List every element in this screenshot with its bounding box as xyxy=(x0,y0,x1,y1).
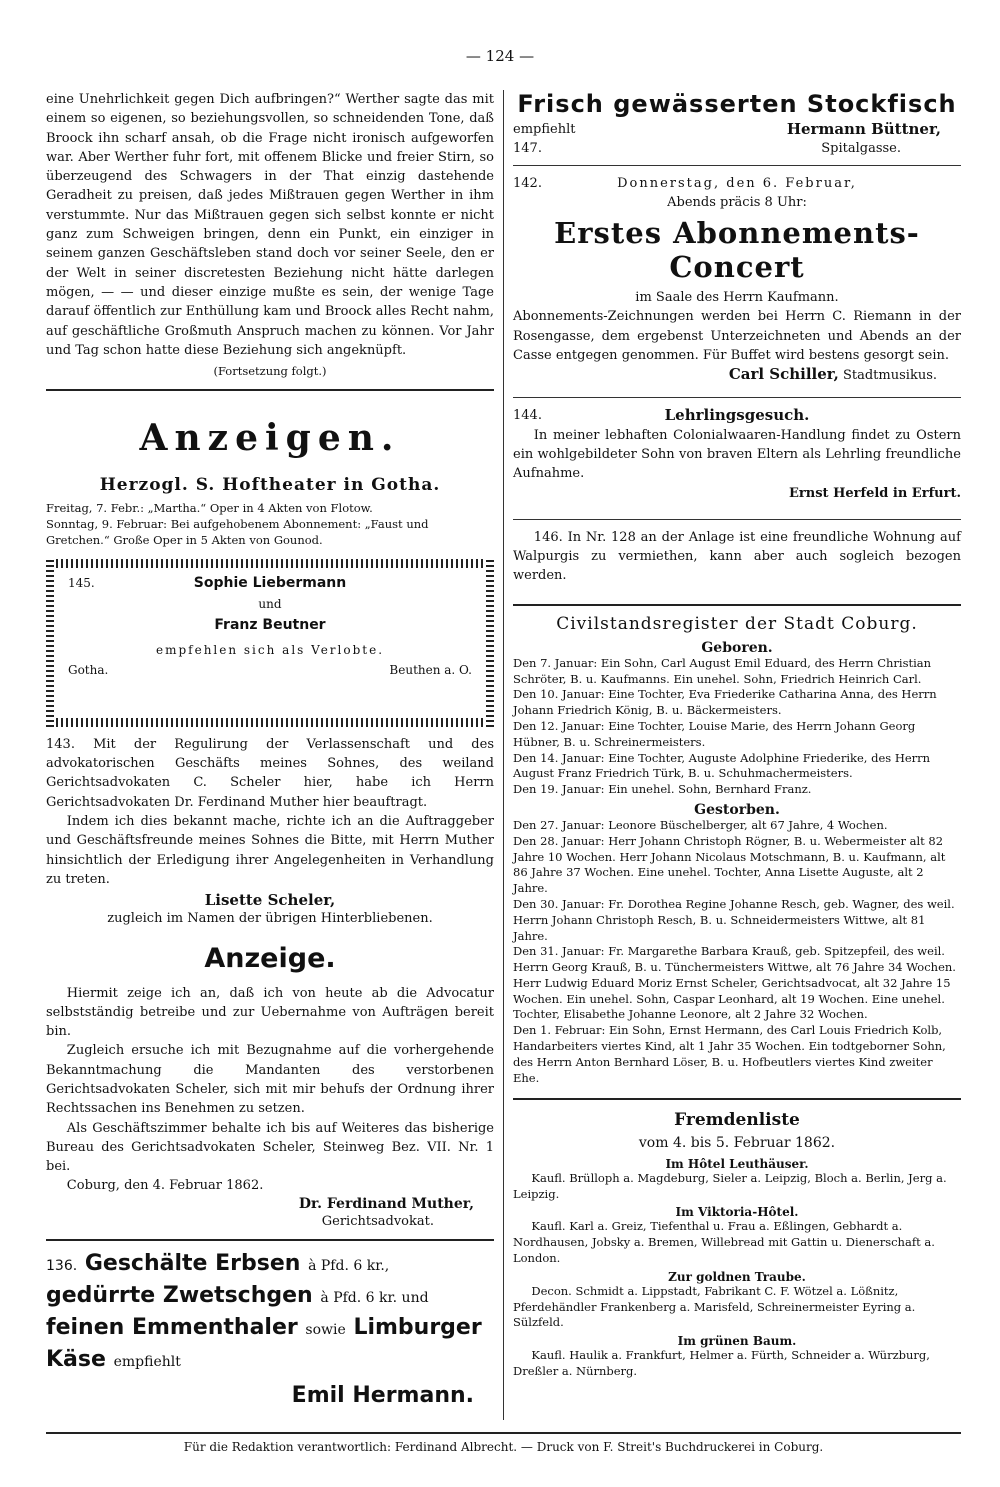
anzeige-signature: Dr. Ferdinand Muther, xyxy=(298,1195,474,1212)
register-entry: Den 30. Januar: Fr. Dorothea Regine Johanne Resch, geb. Wagner, des weil. Herrn Johann Christoph Resch, B. u. Schneidermeisters Wittwe, alt 81 Jahre. xyxy=(513,896,955,943)
stockfisch-address: Spitalgasse. xyxy=(821,141,901,157)
engagement-notice xyxy=(46,559,494,727)
ad-136 xyxy=(46,1249,494,1411)
right-column xyxy=(513,90,961,1380)
ad-136-sowie: sowie xyxy=(305,1322,346,1339)
register-gestorben-list xyxy=(513,818,961,1087)
hotel-name: Zur goldnen Traube. xyxy=(668,1269,806,1284)
imprint-footer: Für die Redaktion verantwortlich: Ferdinand Albrecht. — Druck von F. Streit's Buchdruckerei in Coburg. xyxy=(46,1432,961,1454)
concert-signature: Carl Schiller, xyxy=(728,365,839,384)
ornament-border-left xyxy=(46,559,54,727)
anzeige-paragraph-2: Zugleich ersuche ich mit Bezugnahme auf die vorhergehende Bekanntmachung die Mandanten des verstorbenen Gerichtsadvokaten Scheler, sich mit mir behufs der Ordnung ihrer Rechtssachen ins Benehmen zu setzen. xyxy=(46,1043,494,1117)
ad-136-item-4: Limburger Käse xyxy=(46,1315,482,1373)
serial-story-text: eine Unehrlichkeit gegen Dich aufbringen?“ Werther sagte das mit einem so eigenen, so beziehungsvollen, so schneidenden Tone, daß Broock ihn scharf ansah, ob die Frage nicht ironisch aufgeworfen war. Aber Werther fuhr fort, mit offenem Blicke und freier Stirn, so überzeugend des Schwagers in der That einzig dastehende Geradheit zu preisen, daß jedes Mißtrauen gegen Werther in ihm verstummte. Nur das Mißtrauen gegen sich selbst konnte er nicht ganz zum Schweigen bringen, denn ein Punkt, ein einziger in seinem ganzen Geschäftsleben stand doch vor seiner Seele, den er der Welt in seiner discretesten Beziehung nicht hätte darlegen mögen, — — und dieser einzige mußte es sein, der wenige Tage darauf öffentlich zur Enthüllung kam und Broock alles Recht nahm, auf geschäftliche Großmuth Anspruch machen zu können. Vor Jahr und Tag schon hatte diese Beziehung sich angeknüpft. xyxy=(46,92,494,358)
ad-136-empfiehlt: empfiehlt xyxy=(113,1354,181,1371)
hotel-name: Im Viktoria-Hôtel. xyxy=(675,1205,799,1220)
hotel-guests: Decon. Schmidt a. Lippstadt, Fabrikant C. F. Wötzel a. Lößnitz, Pferdehändler Frankenberg a. Marisfeld, Schreinermeister Eyring a. Sülzfeld. xyxy=(513,1283,916,1330)
register-title: Civilstandsregister der Stadt Coburg. xyxy=(556,613,918,634)
fremden-dates: vom 4. bis 5. Februar 1862. xyxy=(638,1135,836,1152)
hotel-guests: Kaufl. Karl a. Greiz, Tiefenthal u. Frau a. Eßlingen, Gebhardt a. Nordhausen, Jobsky a. Bremen, Willebread mit Gattin u. Dienerschaft a. London. xyxy=(513,1219,935,1265)
column-divider xyxy=(503,90,504,1420)
section-divider xyxy=(513,1098,961,1100)
concert-role: Stadtmusikus. xyxy=(842,368,937,384)
theater-line-2: Sonntag, 9. Februar: Bei aufgehobenem Abonnement: „Faust und Gretchen.“ Große Oper in 5 Akten von Gounod. xyxy=(46,517,429,548)
fremden-list xyxy=(513,1157,961,1380)
register-entry: Den 1. Februar: Ein Sohn, Ernst Hermann, des Carl Louis Friedrich Kolb, Handarbeiters viertes Kind, alt 1 Jahr 35 Wochen. Ein todtgeborner Sohn, des Herrn Anton Bernhard Löser, B. u. Hofbeutlers viertes Kind zweiter Ehe. xyxy=(513,1023,946,1085)
ornament-border-top xyxy=(46,559,494,568)
anzeige-role: Gerichtsadvokat. xyxy=(321,1213,434,1229)
ornament-border-right xyxy=(486,559,494,727)
section-divider xyxy=(513,519,961,520)
ad-143-paragraph-2: Indem ich dies bekannt mache, richte ich an die Auftraggeber und Geschäftsfreunde meines Sohnes die Bitte, mit Herrn Muther hinsichtlich der Erledigung ihrer Angelegenheiten in Verhandlung zu treten. xyxy=(46,814,494,887)
ad-143-signature-sub: zugleich im Namen der übrigen Hinterbliebenen. xyxy=(107,911,433,927)
register-entry: Den 10. Januar: Eine Tochter, Eva Friederike Catharina Anna, des Herrn Johann Friedrich König, B. u. Bäckermeisters. xyxy=(513,687,937,718)
ad-136-item-2: gedürrte Zwetschgen xyxy=(46,1283,313,1309)
hotel-guests: Kaufl. Brülloph a. Magdeburg, Sieler a. Leipzig, Bloch a. Berlin, Jerg a. Leipzig. xyxy=(513,1170,947,1201)
engagement-place-left: Gotha. xyxy=(68,662,109,677)
ad-136-item-3: feinen Emmenthaler xyxy=(46,1315,298,1341)
register-entry: Den 27. Januar: Leonore Büschelberger, alt 67 Jahre, 4 Wochen. xyxy=(513,817,888,832)
concert-date: Donnerstag, den 6. Februar, xyxy=(617,175,857,191)
stockfisch-title: Frisch gewässerten Stockfisch xyxy=(517,90,957,118)
register-entry: Den 19. Januar: Ein unehel. Sohn, Bernhard Franz. xyxy=(513,782,812,797)
engagement-und: und xyxy=(258,596,282,611)
engagement-name-2: Franz Beutner xyxy=(214,616,326,633)
stockfisch-empfiehlt: empfiehlt xyxy=(513,122,576,137)
concert-text: Abonnements-Zeichnungen werden bei Herrn C. Riemann in der Rosengasse, dem ergebenst Unterzeichneten und Abends an der Casse entgegen genommen. Für Buffet wird bestens gesorgt sein. xyxy=(513,309,961,364)
register-entry: Den 12. Januar: Eine Tochter, Louise Marie, des Herrn Johann Georg Hübner, B. u. Schreinermeisters. xyxy=(513,718,916,749)
page-number: — 124 — xyxy=(465,47,535,65)
section-divider xyxy=(513,397,961,398)
hotel-guests: Kaufl. Haulik a. Frankfurt, Helmer a. Fürth, Schneider a. Würzburg, Dreßler a. Nürnberg. xyxy=(513,1348,930,1378)
hotel-name: Im Hôtel Leuthäuser. xyxy=(665,1156,809,1171)
anzeige-paragraph-3: Als Geschäftszimmer behalte ich bis auf Weiteres das bisherige Bureau des Gerichtsadvokaten Scheler, Steinweg Bez. VII. Nr. 1 bei. xyxy=(46,1120,494,1175)
concert-number: 142. xyxy=(513,175,542,191)
ad-136-price-1: à Pfd. 6 kr., xyxy=(308,1258,390,1275)
anzeigen-heading: Anzeigen. xyxy=(139,417,401,460)
wohnung-text: 146. In Nr. 128 an der Anlage ist eine freundliche Wohnung auf Walpurgis zu vermiethen, kann aber auch sogleich bezogen werden. xyxy=(513,529,961,584)
register-entry: Den 7. Januar: Ein Sohn, Carl August Emil Eduard, des Herrn Christian Schröter, B. u. Kaufmanns. Ein unehel. Sohn, Friedrich Heinrich Carl. xyxy=(513,655,932,686)
register-geboren-head: Geboren. xyxy=(701,639,773,656)
register-entry: Den 28. Januar: Herr Johann Christoph Rögner, B. u. Webermeister alt 82 Jahre 10 Wochen. Herr Johann Nicolaus Motschmann, B. u. Kaufmann, alt 86 Jahre 37 Wochen. Eine unehel. Tochter, Anna Lisette Auguste, alt 2 Jahre. xyxy=(513,833,946,896)
concert-venue: im Saale des Herrn Kaufmann. xyxy=(635,290,839,306)
anzeige-dateline: Coburg, den 4. Februar 1862. xyxy=(66,1178,264,1194)
ad-136-price-2: à Pfd. 6 kr. und xyxy=(320,1290,429,1307)
section-divider xyxy=(46,389,494,391)
stockfisch-seller: Hermann Büttner, xyxy=(786,120,941,138)
ad-136-seller: Emil Hermann. xyxy=(291,1383,474,1409)
theater-title: Herzogl. S. Hoftheater in Gotha. xyxy=(99,475,441,496)
engagement-place-right: Beuthen a. O. xyxy=(389,662,472,677)
lehrling-number: 144. xyxy=(513,408,542,424)
ad-143-paragraph-1: 143. Mit der Regulirung der Verlassenschaft und des advokatorischen Geschäfts meines Sohnes, des weiland Gerichtsadvokaten C. Scheler hier, habe ich Herrn Gerichtsadvokaten Dr. Ferdinand Muther hier beauftragt. xyxy=(46,736,494,810)
register-entry: Den 31. Januar: Fr. Margarethe Barbara Krauß, geb. Spitzepfeil, des weil. Herrn Georg Krauß, B. u. Tünchermeisters Wittwe, alt 76 Jahre 34 Wochen. Herr Ludwig Eduard Moriz Ernst Scheler, Gerichtsadvocat, alt 32 Jahre 15 Wochen. Ein unehel. Sohn, Caspar Leonhard, alt 19 Wochen. Eine unehel. Tochter, Elisabethe Johanne Leonore, alt 2 Jahre 32 Wochen. xyxy=(513,944,956,1022)
lehrling-text: In meiner lebhaften Colonialwaaren-Handlung findet zu Ostern ein wohlgebildeter Sohn von braven Eltern als Lehrling freundliche Aufnahme. xyxy=(513,427,961,482)
engagement-text: empfehlen sich als Verlobte. xyxy=(155,642,385,657)
fremden-title: Fremdenliste xyxy=(674,1110,800,1131)
register-geboren-list xyxy=(513,656,961,798)
section-divider xyxy=(513,604,961,606)
section-divider xyxy=(46,1239,494,1241)
engagement-number: 145. xyxy=(68,575,95,590)
ad-136-number: 136. xyxy=(46,1258,78,1275)
concert-time: Abends präcis 8 Uhr: xyxy=(667,194,807,210)
hotel-name: Im grünen Baum. xyxy=(677,1334,797,1349)
register-gestorben-head: Gestorben. xyxy=(694,801,780,818)
stockfisch-number: 147. xyxy=(513,141,542,157)
ad-136-item-1: Geschälte Erbsen xyxy=(84,1251,301,1277)
continued-note: (Fortsetzung folgt.) xyxy=(213,364,327,379)
register-entry: Den 14. Januar: Eine Tochter, Auguste Adolphine Friederike, des Herrn August Franz Friedrich Türk, B. u. Schuhmachermeisters. xyxy=(513,750,931,781)
concert-title: Erstes Abonnements-Concert xyxy=(554,216,920,285)
lehrling-title: Lehrlingsgesuch. xyxy=(664,406,810,425)
anzeige-paragraph-1: Hiermit zeige ich an, daß ich von heute ab die Advocatur selbstständig betreibe und zur Uebernahme von Aufträgen bereit bin. xyxy=(46,985,494,1040)
ad-143-signature: Lisette Scheler, xyxy=(204,891,336,910)
theater-line-1: Freitag, 7. Febr.: „Martha.“ Oper in 4 Akten von Flotow. xyxy=(46,501,373,516)
lehrling-signature: Ernst Herfeld in Erfurt. xyxy=(789,485,961,501)
anzeige-heading: Anzeige. xyxy=(204,942,336,974)
engagement-name-1: Sophie Liebermann xyxy=(193,574,347,591)
ornament-border-bottom xyxy=(46,718,494,727)
section-divider xyxy=(513,165,961,166)
left-column xyxy=(46,90,494,1411)
